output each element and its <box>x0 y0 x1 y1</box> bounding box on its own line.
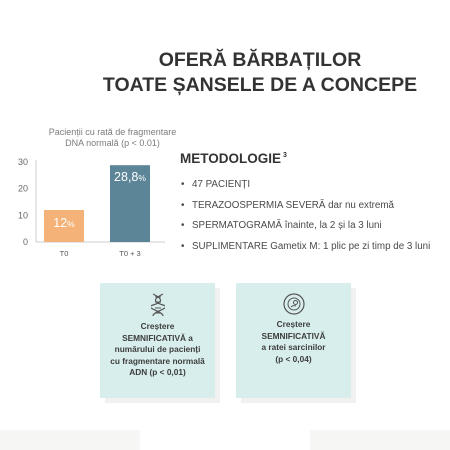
card-line: numărului de pacienți <box>114 344 201 354</box>
methodology-list <box>181 175 430 257</box>
card-line: Creștere <box>140 321 175 331</box>
y-tick-label: 10 <box>17 210 28 221</box>
title-line-2: TOATE ȘANSELE DE A CONCEPE <box>102 74 418 96</box>
bullet-icon: • <box>181 220 185 231</box>
chart-caption-line-1: Pacienții cu rată de fragmentare <box>48 127 177 137</box>
card-line: SEMNIFICATIVĂ <box>261 330 326 341</box>
card-line: a ratei sarcinilor <box>261 342 326 352</box>
bullet-icon: • <box>181 179 185 190</box>
card-text <box>236 319 351 365</box>
methodology-item <box>181 196 430 217</box>
methodology-item <box>181 175 430 196</box>
y-tick-label: 0 <box>22 237 28 247</box>
card-line: SEMNIFICATIVĂ a <box>122 332 193 343</box>
methodology-item <box>181 237 430 258</box>
dna-icon <box>151 293 165 322</box>
card-text <box>100 321 215 379</box>
card-line: cu fragmentare normală <box>110 355 205 366</box>
result-card-pregnancy <box>236 283 351 398</box>
methodology-title-text: METODOLOGIE <box>180 151 282 166</box>
bar-value-label: 28,8% <box>114 170 146 185</box>
methodology-item <box>181 216 430 237</box>
bar-value-label: 12% <box>53 216 75 230</box>
card-line: Creștere <box>276 319 311 329</box>
chart-caption-line-2: DNA normală (p < 0.01) <box>65 138 160 148</box>
card-line: (p < 0,04) <box>275 353 312 364</box>
methodology-title <box>180 151 287 166</box>
footer-strip-left <box>0 430 140 450</box>
page-title <box>95 48 425 98</box>
x-tick-label: T0 <box>59 249 69 258</box>
y-tick-label: 20 <box>17 183 28 194</box>
methodology-item-text: 47 PACIENȚI <box>192 179 251 190</box>
result-card-dna <box>100 283 215 398</box>
bullet-icon: • <box>181 199 185 211</box>
methodology-reference: 3 <box>283 152 287 159</box>
methodology-item-text: TERAZOOSPERMIA SEVERĂ dar nu extremă <box>192 199 394 211</box>
title-line-1: OFERĂ BĂRBAȚILOR <box>158 49 362 71</box>
methodology-item-text: SUPLIMENTARE Gametix M: 1 plic pe zi timp de 3 luni <box>192 240 431 252</box>
footer-strip-right <box>310 430 450 450</box>
bullet-icon: • <box>181 240 185 252</box>
x-tick-label: T0 + 3 <box>119 249 141 258</box>
pregnancy-icon <box>283 293 305 320</box>
bar-chart <box>0 145 170 265</box>
methodology-item-text: SPERMATOGRAMĂ înainte, la 2 și la 3 luni <box>192 220 382 231</box>
card-line: ADN (p < 0,01) <box>129 367 186 377</box>
y-tick-label: 30 <box>17 157 28 167</box>
